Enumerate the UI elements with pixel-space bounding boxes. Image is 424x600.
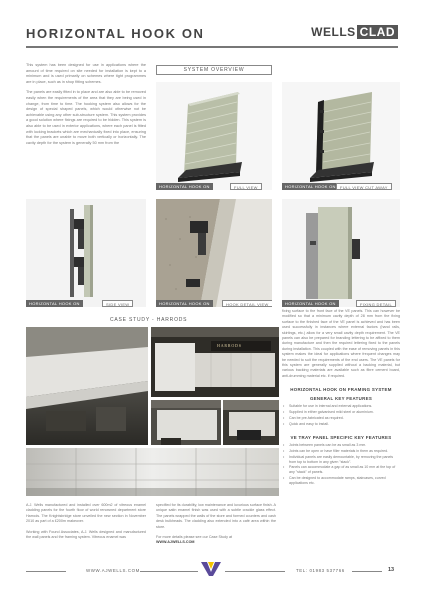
panel-features-heading: VE TRAY PANEL SPECIFIC KEY FEATURES (290, 434, 392, 440)
hook-detail-image (156, 199, 272, 307)
company-logo-icon (201, 562, 221, 576)
case-photo-wall (151, 400, 221, 445)
caption-fixing-detail (282, 300, 400, 307)
caption-system-name: HORIZONTAL HOOK ON (26, 300, 83, 307)
list-item: • Individual panels are easily demountable, by removing the panels from top to bottom in any given "stack". (282, 455, 400, 465)
photo-fixing-detail (282, 199, 400, 307)
list-item: • Quick and easy to install. (282, 422, 400, 427)
caption-view-name: FULL VIEW CUT AWAY (336, 183, 392, 190)
case-study-paragraph-2: Working with Found Associates, A.J. Wells designed and manufactured the wall panels and the framing system. Vitreous enamel was (26, 529, 146, 540)
case-study-text-col-1 (26, 503, 146, 545)
footer-telephone: TEL: 01983 537766 (296, 568, 345, 573)
list-item: • Can be designed to accommodate ramps, staircases, curved applications etc. (282, 476, 400, 486)
caption-hook-detail (156, 300, 272, 307)
photo-hook-detail-view (156, 199, 272, 307)
list-item: • Joints between panels can be as small as 3 mm. (282, 443, 400, 448)
footer-divider (26, 571, 66, 572)
case-study-paragraph-1: A.J. Wells manufactured and installed over 600m2 of vitreous enamel cladding panels for the fourth floor of world renowned department store Harrods. The Knightsbridge store unveiled the new section in November 2010 as part of a £200m makeover. (26, 503, 146, 524)
framing-features-list (282, 404, 400, 426)
case-study-text-col-2 (156, 503, 276, 546)
harrods-wall-image (151, 400, 221, 445)
caption-system-name: HORIZONTAL HOOK ON (156, 300, 213, 307)
case-study-paragraph-4: For more details please see our Case Study at (156, 535, 233, 540)
caption-system-name: HORIZONTAL HOOK ON (156, 183, 213, 190)
panel-cut-away-image (282, 82, 400, 190)
case-study-link[interactable]: WWW.AJWELLS.COM (156, 540, 195, 545)
photo-full-view-cut-away (282, 82, 400, 190)
right-column (282, 309, 400, 487)
harrods-store-image (151, 327, 279, 397)
panel-features-list (282, 443, 400, 485)
footer-divider (225, 571, 285, 572)
photo-side-view (26, 199, 146, 307)
list-item: • Suitable for use in internal and external applications. (282, 404, 400, 409)
case-photo-panels (26, 448, 279, 496)
footer-divider (352, 571, 382, 572)
caption-view-name: SIDE VIEW (102, 300, 133, 307)
case-photo-lounge (223, 400, 279, 445)
brand-logo (311, 25, 398, 39)
caption-cut-away (282, 183, 400, 190)
footer-divider (140, 571, 198, 572)
harrods-counter-image (26, 327, 148, 445)
caption-full-view (156, 183, 272, 190)
intro-text (26, 63, 146, 151)
harrods-sign: HARRODS (217, 343, 242, 348)
photo-full-view (156, 82, 272, 190)
case-study-paragraph-3: specified for its durability, low maintenance and luxurious surface finish. A unique satin enamel finish was used with a subtle crackle glass effect. The panels wrapped the walls of the store and formed counters and cash desk bulkheads. The cladding also extended into a café area within the store. (156, 503, 276, 529)
harrods-lounge-image (223, 400, 279, 445)
framing-features-subheading: GENERAL KEY FEATURES (309, 395, 373, 401)
footer-url[interactable]: WWW.AJWELLS.COM (86, 568, 140, 573)
panel-side-view-image (26, 199, 146, 307)
case-photo-counter (26, 327, 148, 445)
intro-paragraph-1: This system has been designed for use in applications where the amount of time required on site needed for installation is kept to a minimum and is used primarily on schemes where tight programmes are in place, such as in shop fitting schemes. (26, 63, 146, 84)
caption-view-name: HOOK DETAIL VIEW (222, 300, 272, 307)
list-item: • Panels can accommodate a gap of as small as 10 mm at the top of any "stack" of panels. (282, 465, 400, 475)
brand-wells-text: WELLS (311, 25, 356, 39)
caption-system-name: HORIZONTAL HOOK ON (282, 183, 339, 190)
case-photo-store (151, 327, 279, 397)
page-title: HORIZONTAL HOOK ON (26, 26, 205, 41)
intro-paragraph-2: The panels are easily fitted in to place and are also able to be removed easily when the requirements of the area that they are being used in change, from time to time. The hooking system also allows for the design of special shaped panels, which would otherwise not be achievable using any other sub-structure system. This system provides a good solution where fixings are required to be hidden. This system is also able to be used in exterior applications, where each panel is fitted with locking brackets which are mechanically fixed into place, ensuring that the panels are unable to move both vertically or horizontally. The cavity depth for the system is generally 50 mm from the (26, 90, 146, 145)
brand-clad-text: CLAD (357, 25, 398, 39)
list-item: • Supplied in either galvanised mild steel or aluminium. (282, 410, 400, 415)
list-item: • Can be pre-fabricated as required. (282, 416, 400, 421)
header-divider (26, 46, 398, 48)
page-number: 13 (388, 567, 395, 573)
list-item: • Joints can be open or have filler materials in them as required. (282, 449, 400, 454)
case-study-label: CASE STUDY - HARRODS (110, 317, 188, 323)
fixing-detail-image (282, 199, 400, 307)
intro-continuation: fixing surface to the front face of the VE panels. This can however be modified so that a minimum cavity depth of 28 mm from the fixing surface to the finished face of the VE panel is achieved and has been used successfully in instances where external factors (hand rails, skirtings, etc.) allow for a very small cavity depth requirement. The VE panels can also be prepared for branding lettering to be affixed to them during manufacture and then the required lettering fixed to the panels during installation. This coupled with the ease of removing panels in this system makes the ideal for applications where frequent changes may be needed to suit the requirements of the end users. The VE panels for this system are generally supplied without a backing material, but various backing materials are available such as fibre cement board, anti-drumming material etc. if required. (282, 309, 400, 378)
framing-features-heading: HORIZONTAL HOOK ON FRAMING SYSTEM (290, 387, 392, 393)
harrods-panels-image (26, 448, 279, 496)
caption-side-view (26, 300, 146, 307)
caption-system-name: HORIZONTAL HOOK ON (282, 300, 339, 307)
caption-view-name: FIXING DETAIL (356, 300, 396, 307)
panel-full-view-image (156, 82, 272, 190)
caption-view-name: FULL VIEW (230, 183, 262, 190)
system-overview-label: SYSTEM OVERVIEW (156, 65, 272, 75)
page-header (26, 24, 398, 48)
